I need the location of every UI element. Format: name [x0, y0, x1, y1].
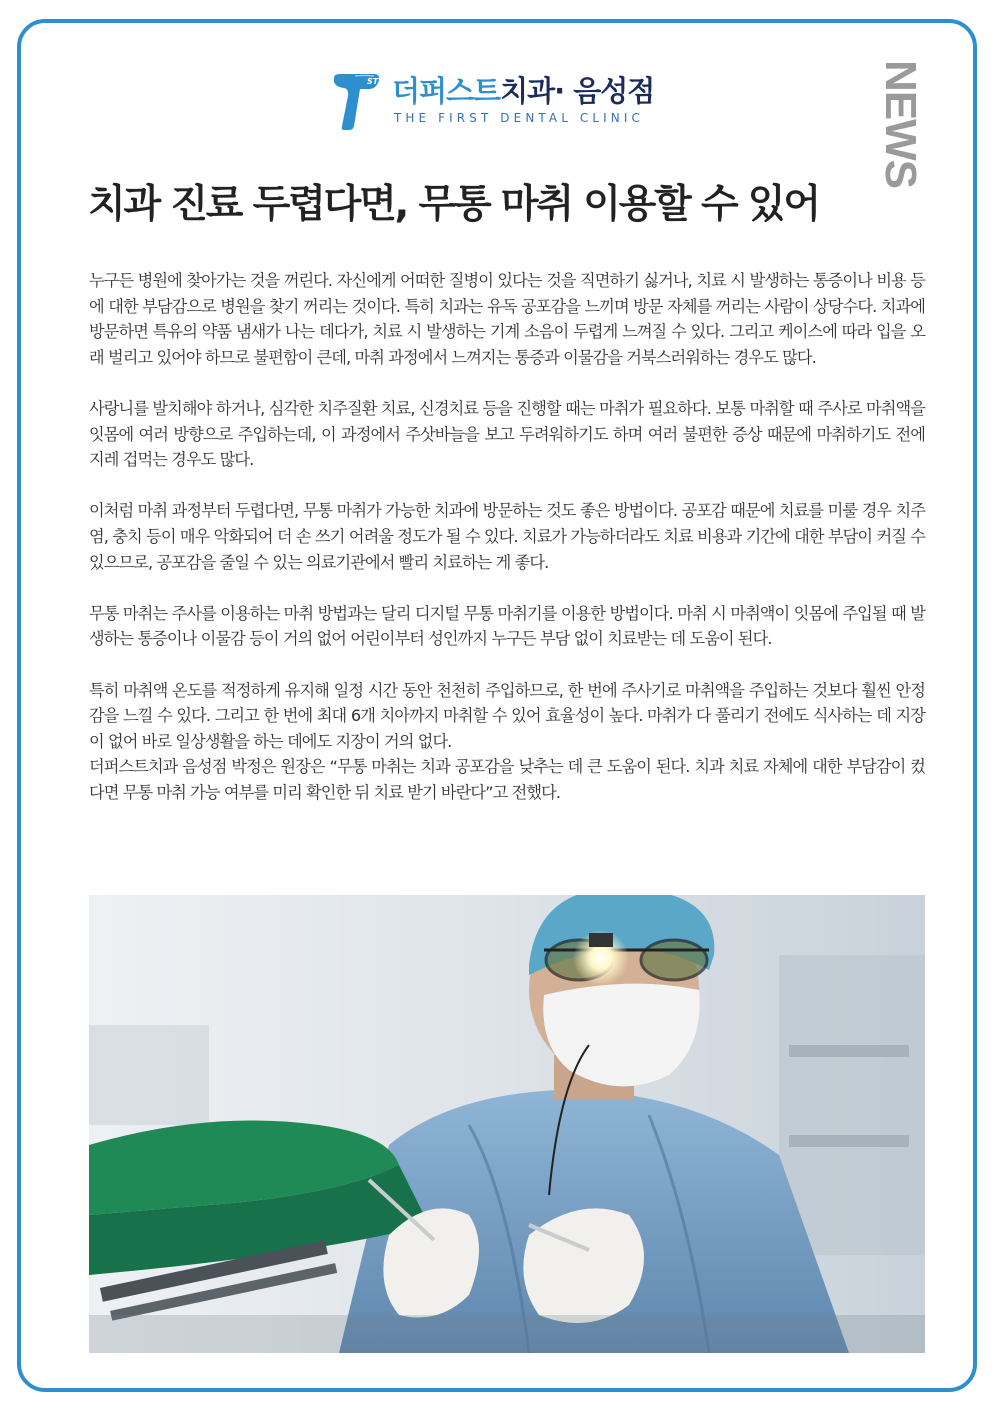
article-title: 치과 진료 두렵다면, 무통 마취 이용할 수 있어 — [88, 182, 819, 227]
dentist-photo-illustration — [89, 895, 925, 1353]
paragraph-1: 누구든 병원에 찾아가는 것을 꺼린다. 자신에게 어떠한 질병이 있다는 것을 직면하기 싫거나, 치료 시 발생하는 통증이나 비용 등에 대한 부담감으로 병원을 찾기 꺼리는 것이다. 특히 치과는 유독 공포감을 느끼며 방문 자체를 꺼리는 사람이 상당수다. 치과에 방문하면 특유의 약품 냄새가 나는 데다가, 치료 시 발생하는 기계 소음이 두렵게 느껴질 수 있다. 그리고 케이스에 따라 입을 오래 벌리고 있어야 하므로 불편함이 큰데, 마취 과정에서 느껴지는 통증과 이물감을 거북스러워하는 경우도 많다. — [89, 271, 925, 367]
logo-badge-text: ST — [367, 77, 379, 86]
clinic-branch: · 음성점 — [554, 74, 655, 108]
news-label-text: NEWS — [876, 60, 925, 188]
paragraph-6: 더퍼스트치과 음성점 박정은 원장은 “무통 마취는 치과 공포감을 낮추는 데 큰 도움이 된다. 치과 치료 자체에 대한 부담감이 컸다면 무통 마취 가능 여부를 미리 확인한 뒤 치료 받기 바란다”고 전했다. — [89, 757, 925, 802]
clinic-name-main: 더퍼스트 — [392, 74, 501, 108]
tooth-logo-icon — [330, 72, 382, 132]
paragraph-5: 특히 마취액 온도를 적정하게 유지해 일정 시간 동안 천천히 주입하므로, 한 번에 주사기로 마취액을 주입하는 것보다 훨씬 안정감을 느낄 수 있다. 그리고 한 번에 최대 6개 치아까지 마취할 수 있어 효율성이 높다. 마취가 다 풀리기 전에도 식사하는 데 지장이 없어 바로 일상생활을 하는 데에도 지장이 거의 없다. — [89, 680, 925, 751]
article-body — [89, 268, 925, 805]
dentist-photo — [89, 895, 925, 1353]
clinic-logo — [330, 72, 675, 132]
paragraph-4: 무통 마취는 주사를 이용하는 마취 방법과는 달리 디지털 무통 마취기를 이용한 방법이다. 마취 시 마취액이 잇몸에 주입될 때 발생하는 통증이나 이물감 등이 거의 없어 어린이부터 성인까지 누구든 부담 없이 치료받는 데 도움이 된다. — [89, 603, 925, 649]
clinic-name-ko — [392, 74, 654, 108]
clinic-name-en: THE FIRST DENTAL CLINIC — [394, 111, 644, 125]
paragraph-2: 사랑니를 발치해야 하거나, 심각한 치주질환 치료, 신경치료 등을 진행할 때는 마취가 필요하다. 보통 마취할 때 주사로 마취액을 잇몸에 여러 방향으로 주입하는데, 이 과정에서 주삿바늘을 보고 두려워하기도 하며 여러 불편한 증상 때문에 마취하기도 전에 지레 겁먹는 경우도 많다. — [89, 398, 925, 470]
clinic-name-sub: 치과 — [500, 74, 555, 108]
news-label — [868, 50, 938, 190]
paragraph-3: 이처럼 마취 과정부터 두렵다면, 무통 마취가 가능한 치과에 방문하는 것도 좋은 방법이다. 공포감 때문에 치료를 미룰 경우 치주염, 충치 등이 매우 악화되어 더 손 쓰기 어려울 정도가 될 수 있다. 치료가 가능하더라도 치료 비용과 기간에 대한 부담이 커질 수 있으므로, 공포감을 줄일 수 있는 의료기관에서 빨리 치료하는 게 좋다. — [89, 501, 925, 572]
